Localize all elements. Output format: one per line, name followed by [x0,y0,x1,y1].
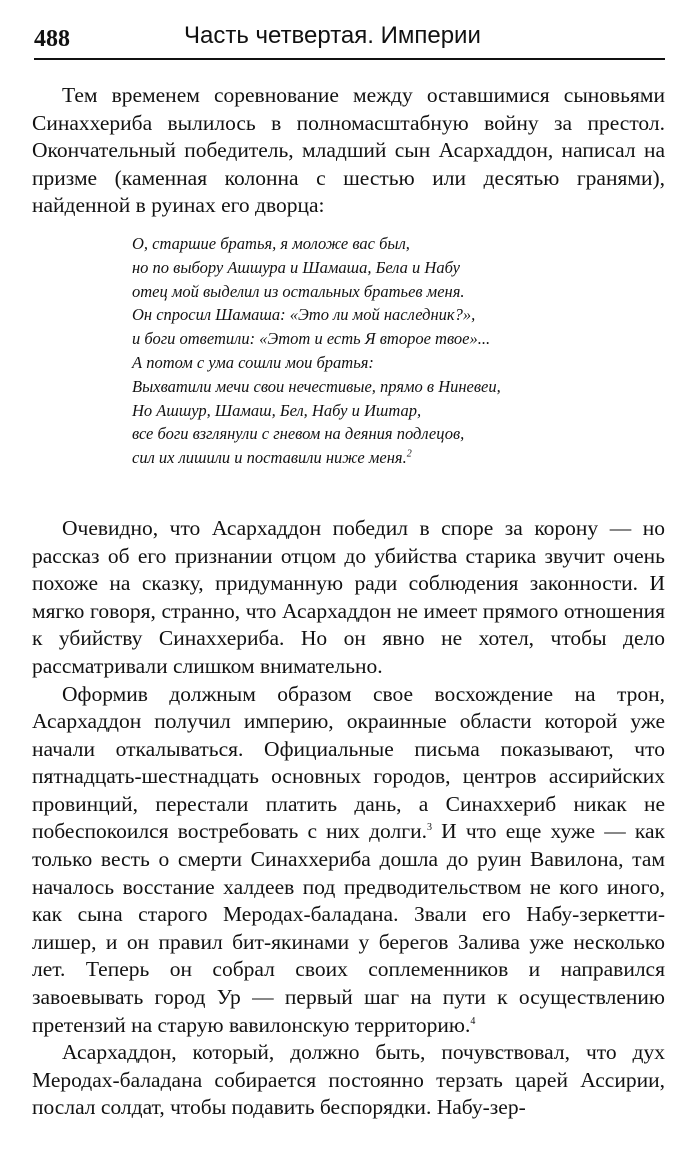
verse-line: О, старшие братья, я моложе вас был, [132,233,410,253]
body-text [32,82,665,1122]
paragraph-4: Асархаддон, который, должно быть, почувствовал, что дух Меродах-баладана собирается постоянно терзать царей Ассирии, послал солдат, чтобы подавить беспорядки. Набу-зер- [32,1040,665,1120]
running-title: Часть четвертая. Империи [184,22,481,49]
verse-line: все боги взглянули с гневом на деяния подлецов, [132,424,465,444]
paragraph-3-text-cont: И что еще хуже — как только весть о смерти Синаххериба дошла до руин Вавилона, там началось восстание халдеев под предводительством не кого иного, как сына старого Меродах-баладана. Звали его Набу-зеркетти-лишер, и он правил бит-якинами у берегов Залива уже несколько лет. Теперь он собрал своих соплеменников и направился завоевывать город Ур — первый шаг на пути к осуществлению претензий на старую вавилонскую территорию. [32,819,665,1037]
verse-line: Он спросил Шамаша: «Это ли мой наследник?», [132,305,476,325]
intro-paragraph: Тем временем соревнование между оставшимися сыновьями Синаххериба вылилось в полномасштабную войну за престол. Окончательный победитель, младший сын Асархаддон, написал на призме (каменная колонна с шестью или десятью гранями), найденной в руинах его дворца: [32,83,665,218]
verse-line: и боги ответили: «Этот и есть Я второе твое»... [132,329,491,349]
footnote-marker: 4 [470,1015,476,1027]
verse-line: Выхватили мечи свои нечестивые, прямо в Ниневеи, [132,376,501,396]
page-number: 488 [34,26,70,52]
footnote-marker: 2 [406,448,412,460]
page-header [34,18,665,60]
verse-line-text: сил их лишили и поставили ниже меня. [132,448,407,468]
paragraph-2: Очевидно, что Асархаддон победил в споре за корону — но рассказ об его признании отцом до убийства старика звучит очень похоже на сказку, придуманную ради соблюдения законности. И мягко говоря, странно, что Асархаддон не имеет прямого отношения к убийству Синаххериба. Но он явно не хотел, чтобы дело рассматривали слишком внимательно. [32,515,665,678]
verse-quote [132,232,665,470]
footnote-marker: 3 [426,822,432,834]
verse-line: Но Ашшур, Шамаш, Бел, Набу и Иштар, [132,400,422,420]
verse-line: отец мой выделил из остальных братьев меня. [132,281,465,301]
verse-line: А потом с ума сошли мои братья: [132,352,374,372]
paragraph-3 [32,681,665,1040]
verse-line-last [132,446,665,470]
paragraph-3-text: Оформив должным образом свое восхождение на трон, Асархаддон получил империю, окраинные области которой уже начали откалываться. Официальные письма показывают, что пятнадцать-шестнадцать основных городов, центров ассирийских провинций, перестали платить дань, а Синаххериб никак не побеспокоился востребовать с них долги. [32,681,665,844]
verse-line: но по выбору Ашшура и Шамаша, Бела и Набу [132,257,460,277]
